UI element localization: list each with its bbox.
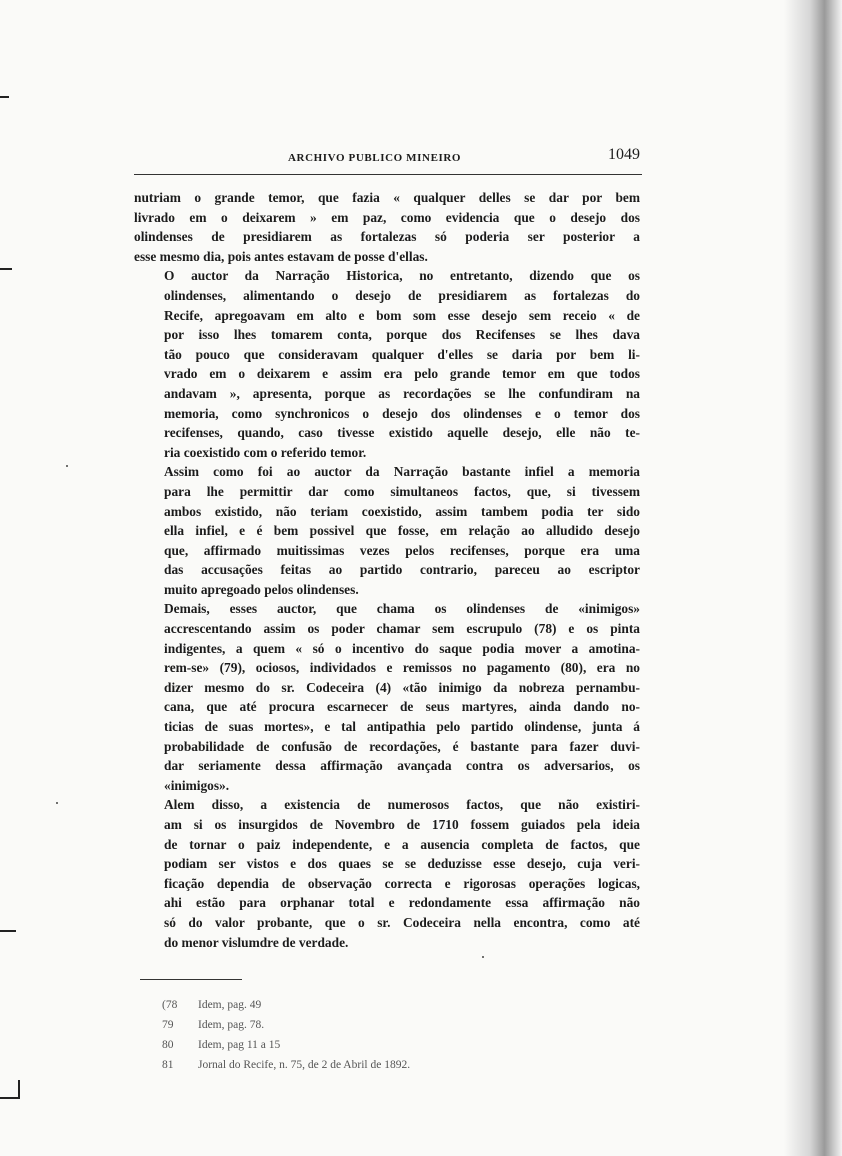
text-line: do menor vislumdre de verdade. <box>164 934 349 950</box>
text-line: rem-se» (79), ociosos, individados e remissos no pagamento (80), era no <box>164 660 640 676</box>
text-line: olindenses de presidiarem as fortalezas só poderia ser posterior a <box>134 229 640 245</box>
text-line: olindenses, alimentando o desejo de presidiarem as fortalezas do <box>164 287 640 303</box>
footnote-rule <box>140 979 242 980</box>
margin-mark <box>18 1080 20 1098</box>
page-header <box>288 146 640 170</box>
text-line: Recife, apregoavam em alto e bom som esse desejo sem receio « de <box>164 307 640 323</box>
footnote <box>162 995 542 1015</box>
text-line: cana, que até procura escarnecer de seus martyres, ainda dando no- <box>164 699 640 715</box>
text-line: ella infiel, e é bem possivel que fosse, em relação ao alludido desejo <box>164 523 640 539</box>
text-line: livrado em o deixarem » em paz, como evidencia que o desejo dos <box>134 209 640 225</box>
footnote-text: Idem, pag. 78. <box>198 1019 265 1031</box>
footnote-number: 79 <box>162 1019 174 1031</box>
text-line: podiam ser vistos e dos quaes se se deduzisse esse desejo, cuja veri- <box>164 856 640 872</box>
footnote-text: Idem, pag 11 a 15 <box>198 1039 281 1051</box>
margin-mark <box>0 268 12 270</box>
text-line: ficação dependia de observação correcta e rigorosas operações logicas, <box>164 875 640 891</box>
paragraph <box>134 462 640 599</box>
text-line: por isso lhes tomarem conta, porque dos Recifenses se lhes dava <box>164 327 640 343</box>
text-line: ria coexistido com o referido temor. <box>164 444 367 460</box>
text-line: O auctor da Narração Historica, no entretanto, dizendo que os <box>164 268 640 284</box>
footnote-text: Jornal do Recife, n. 75, de 2 de Abril de 1892. <box>198 1059 411 1071</box>
footnote-number: 80 <box>162 1039 174 1051</box>
footnote-number: (78 <box>162 999 178 1011</box>
page-edge-shadow <box>784 0 842 1156</box>
text-line: que, affirmado muitissimas vezes pelos recifenses, porque era uma <box>164 542 640 558</box>
footnote <box>162 1035 542 1055</box>
text-line: de tornar o paiz independente, e a ausencia completa de factos, que <box>164 836 640 852</box>
text-line: Alem disso, a existencia de numerosos factos, que não existiri- <box>164 797 640 813</box>
text-line: ticias de suas mortes», e tal antipathia pelo partido olindense, junta á <box>164 719 640 735</box>
text-line: esse mesmo dia, pois antes estavam de posse d'ellas. <box>134 248 428 264</box>
ink-speck <box>482 956 484 958</box>
text-line: ahi estão para orphanar total e redondamente essa affirmação não <box>164 895 640 911</box>
text-line: nutriam o grande temor, que fazia « qualquer delles se dar por bem <box>134 190 640 205</box>
text-line: para lhe permittir dar como simultaneos factos, que, si tivessem <box>164 483 640 499</box>
text-line: muito apregoado pelos olindenses. <box>164 581 359 597</box>
text-line: ambos existido, não teriam coexistido, assim tambem podia ter sido <box>164 503 640 519</box>
text-line: am si os insurgidos de Novembro de 1710 fossem guiados pela ideia <box>164 817 640 832</box>
margin-mark <box>0 930 16 932</box>
paragraph <box>134 795 640 952</box>
text-line: dizer mesmo do sr. Codeceira (4) «tão inimigo da nobreza pernambu- <box>164 679 640 695</box>
paragraph <box>134 266 640 462</box>
paragraph <box>134 599 640 795</box>
header-rule <box>134 174 642 175</box>
text-line: memoria, como synchronicos o desejo dos olindenses e o temor dos <box>164 405 640 421</box>
text-line: indigentes, a quem « só o incentivo do saque podia mover a amotina- <box>164 640 640 656</box>
text-line: recifenses, quando, caso tivesse existido aquelle desejo, elle não te- <box>164 425 640 441</box>
text-line: «inimigos». <box>164 777 230 793</box>
text-line: tão pouco que consideravam qualquer d'elles se daria por bem li- <box>164 346 640 362</box>
paragraph <box>134 188 640 266</box>
footnote <box>162 1015 542 1035</box>
footnote-number: 81 <box>162 1059 174 1071</box>
margin-mark <box>0 1097 20 1099</box>
text-line: Demais, esses auctor, que chama os olindenses de «inimigos» <box>164 601 640 617</box>
text-line: só do valor probante, que o sr. Codeceira nella encontra, como até <box>164 914 640 930</box>
footnote-text: Idem, pag. 49 <box>198 999 262 1011</box>
text-line: accrescentando assim os poder chamar sem escrupulo (78) e os pinta <box>164 621 640 637</box>
text-line: probabilidade de confusão de recordações, é bastante para fazer duvi- <box>164 738 640 754</box>
footnotes <box>162 995 542 1075</box>
body-text <box>134 188 640 952</box>
ink-speck <box>56 802 58 804</box>
text-line: andavam », apresenta, porque as recordações se lhe confundiram na <box>164 385 640 401</box>
margin-mark <box>0 96 9 98</box>
running-title: ARCHIVO PUBLICO MINEIRO <box>288 152 462 164</box>
page-number: 1049 <box>608 146 640 163</box>
ink-speck <box>66 465 68 467</box>
text-line: Assim como foi ao auctor da Narração bastante infiel a memoria <box>164 464 640 480</box>
text-line: vrado em o deixarem e assim era pelo grande temor em que todos <box>164 366 640 382</box>
text-line: das accusações feitas ao partido contrario, pareceu ao escriptor <box>164 562 640 578</box>
text-line: dar seriamente dessa affirmação avançada contra os adversarios, os <box>164 758 640 774</box>
footnote <box>162 1055 542 1075</box>
